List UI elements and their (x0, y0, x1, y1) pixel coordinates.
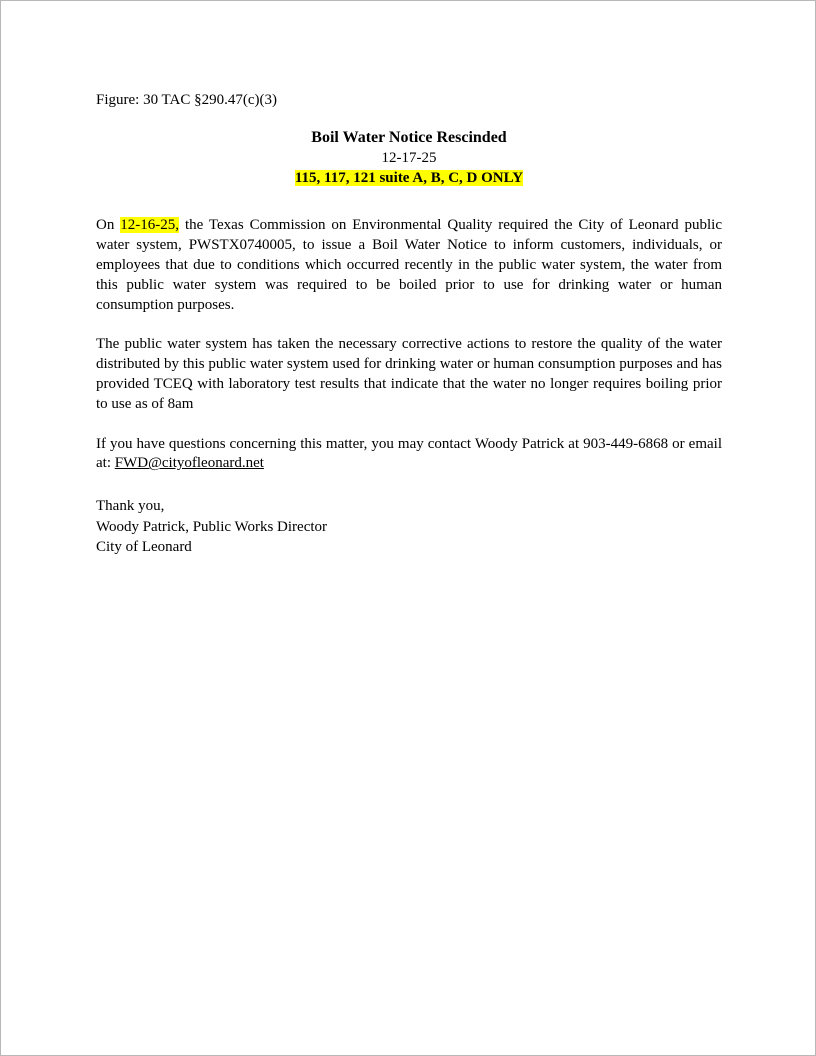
title-date: 12-17-25 (381, 149, 437, 166)
page-title: Boil Water Notice Rescinded (311, 129, 507, 146)
paragraph-three (96, 435, 722, 475)
paragraph-one (96, 216, 722, 315)
paragraph-one-highlighted-date: 12-16-25, (120, 217, 180, 234)
document-content (96, 91, 722, 557)
signoff-name-title: Woody Patrick, Public Works Director (96, 518, 328, 535)
paragraph-two: The public water system has taken the necessary corrective actions to restore the quality of the water distributed by this public water system used for drinking water or human consumption purposes and has provided TCEQ with laboratory test results that indicate that the water no longer requires boiling prior to use as of 8am (96, 336, 722, 412)
paragraph-one-lead: On (96, 217, 115, 234)
document-title-block (96, 127, 722, 188)
title-addresses-text: 115, 117, 121 suite A, B, C, D ONLY (294, 170, 524, 187)
signoff-organization: City of Leonard (96, 538, 192, 555)
title-addresses (96, 168, 722, 188)
paragraph-one-body: the Texas Commission on Environmental Quality required the City of Leonard public water system, PWSTX0740005, to issue a Boil Water Notice to inform customers, individuals, or employees that due to conditions which occurred recently in the public water system, the water from this public water system was required to be boiled prior to use for drinking water or human consumption purposes. (96, 217, 722, 313)
figure-reference: Figure: 30 TAC §290.47(c)(3) (96, 92, 277, 108)
signoff-thank-you: Thank you, (96, 498, 165, 515)
contact-email-link[interactable]: FWD@cityofleonard.net (114, 455, 264, 472)
paragraph-three-text: If you have questions concerning this matter, you may contact Woody Patrick at 903-449-6868 or email at: (96, 435, 722, 472)
signoff-block (96, 496, 722, 557)
